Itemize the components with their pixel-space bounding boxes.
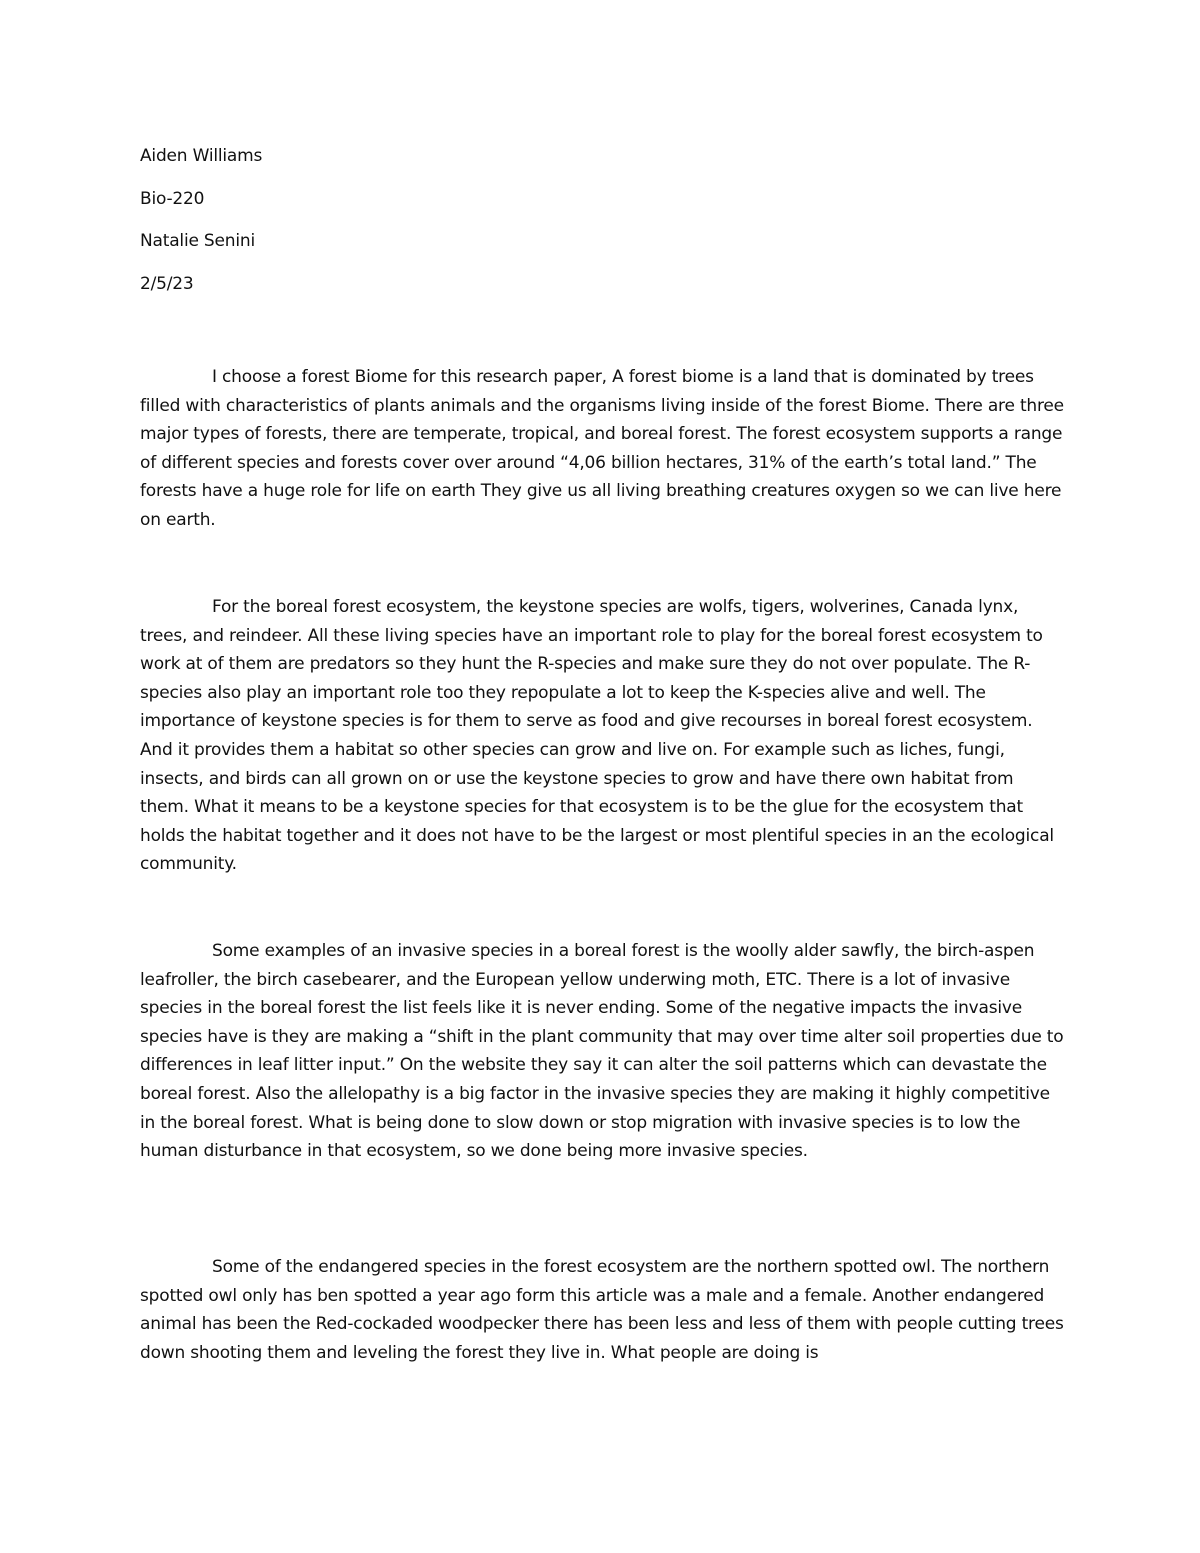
course-code: Bio-220 [140,188,205,209]
paragraph-invasive-species: Some examples of an invasive species in a boreal forest is the woolly alder sawfly, the birch-aspen leafroller, the birch casebearer, and the European yellow underwing moth, ETC. There is a lot of invasive species in the boreal forest the list feels like it is never ending. Some of the negative impacts the invasive species have is they are making a “shift in the plant community that may over time alter soil properties due to differences in leaf litter input.” On the website they say it can alter the soil patterns which can devastate the boreal forest. Also the allelopathy is a big factor in the invasive species they are making it highly competitive in the boreal forest. What is being done to slow down or stop migration with invasive species is to low the human disturbance in that ecosystem, so we done being more invasive species. [140,941,1064,1162]
author-name: Aiden Williams [140,146,263,166]
instructor-name: Natalie Senini [140,231,255,252]
essay-header [140,142,1080,312]
paragraph-keystone-species: For the boreal forest ecosystem, the keystone species are wolfs, tigers, wolverines, Canada lynx, trees, and reindeer. All these living species have an important role to play for the boreal forest ecosystem to work at of them are predators so they hunt the R-species and make sure they do not over populate. The R-species also play an important role too they repopulate a lot to keep the K-species alive and well. The importance of keystone species is for them to serve as food and give recourses in boreal forest ecosystem. And it provides them a habitat so other species can grow and live on. For example such as liches, fungi, insects, and birds can all grown on or use the keystone species to grow and have there own habitat from them. What it means to be a keystone species for that ecosystem is to be the glue for the ecosystem that holds the habitat together and it does not have to be the largest or most plentiful species in an the ecological community. [140,597,1054,875]
date: 2/5/23 [140,273,194,294]
paragraph-endangered-species: Some of the endangered species in the forest ecosystem are the northern spotted owl. The northern spotted owl only has ben spotted a year ago form this article was a male and a female. Another endangered animal has been the Red-cockaded woodpecker there has been less and less of them with people cutting trees down shooting them and leveling the forest they live in. What people are doing is [140,1257,1064,1363]
paragraph-forest-biome: I choose a forest Biome for this research paper, A forest biome is a land that is dominated by trees filled with characteristics of plants animals and the organisms living inside of the forest Biome. There are three major types of forests, there are temperate, tropical, and boreal forest. The forest ecosystem supports a range of different species and forests cover over around “4,06 billion hectares, 31% of the earth’s total land.” The forests have a huge role for life on earth They give us all living breathing creatures oxygen so we can live here on earth. [140,367,1064,530]
